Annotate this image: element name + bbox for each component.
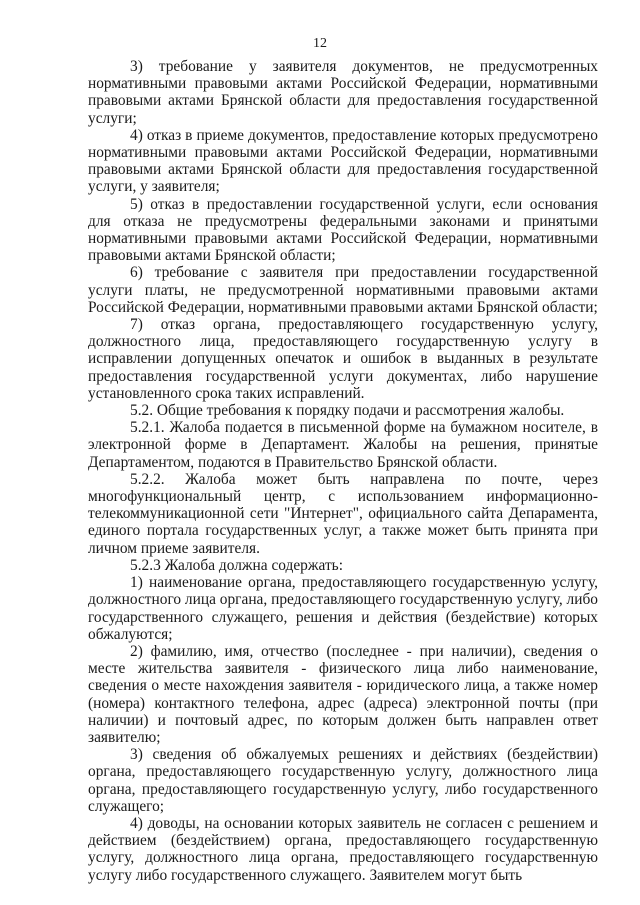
- complaint-content-item-1: 1) наименование органа, предоставляющего государственную услугу, должностного лица органа, предоставляющего государственную услугу, либо государственного служащего, решения и действия (бездействие) которых обжалуются;: [88, 574, 598, 643]
- paragraph-item-4-refusal-acceptance: 4) отказ в приеме документов, предоставление которых предусмотрено нормативными правовыми актами Российской Федерации, нормативными правовыми актами Брянской области для предоставления государственной услуги, у заявителя;: [88, 126, 598, 196]
- paragraph-item-3-requirement-documents: 3) требование у заявителя документов, не предусмотренных нормативными правовыми актами Российской Федерации, нормативными правовыми актами Брянской области для предоставления государственной услуги;: [88, 58, 598, 127]
- paragraph-5-2-3: 5.2.3 Жалоба должна содержать:: [130, 556, 343, 574]
- paragraph-item-5-refusal-service: 5) отказ в предоставлении государственной услуги, если основания для отказа не предусмотрены федеральными законами и принятыми нормативными правовыми актами Российской Федерации, нормативными правовыми актами Брянской области;: [88, 195, 598, 265]
- paragraph-item-6-payment-requirement: 6) требование с заявителя при предоставлении государственной услуги платы, не предусмотренной нормативными правовыми актами Российской Федерации, нормативными правовыми актами Брянской области;: [88, 264, 598, 316]
- complaint-content-item-2: 2) фамилию, имя, отчество (последнее - при наличии), сведения о месте жительства заявителя - физического лица либо наименование, сведения о месте нахождения заявителя - юридического лица, а также номер (номера) контактного телефона, адрес (адреса) электронной почты (при наличии) и почтовый адрес, по которым должен быть направлен ответ заявителю;: [88, 642, 598, 746]
- complaint-content-item-4: 4) доводы, на основании которых заявитель не согласен с решением и действием (бездействием) органа, предоставляющего государственную услугу, должностного лица органа, предоставляющего государственную услугу либо государственного служащего. Заявителем могут быть: [88, 814, 598, 884]
- section-heading-5-2: 5.2. Общие требования к порядку подачи и рассмотрения жалобы.: [130, 402, 565, 420]
- document-body: [88, 58, 598, 884]
- complaint-content-item-3: 3) сведения об обжалуемых решениях и действиях (бездействии) органа, предоставляющего государственную услугу, должностного лица органа, предоставляющего государственную услугу, либо государственного служащего;: [88, 746, 598, 815]
- paragraph-item-7-refusal-corrections: 7) отказ органа, предоставляющего государственную услугу, должностного лица, предоставляющего государственную услугу в исправлении допущенных опечаток и ошибок в выданных в результате предоставления государственной услуги документах, либо нарушение установленного срока таких исправлений.: [88, 316, 598, 402]
- page-number: 12: [313, 36, 327, 51]
- paragraph-5-2-1: 5.2.1. Жалоба подается в письменной форме на бумажном носителе, в электронной форме в Департамент. Жалобы на решения, принятые Департаментом, подаются в Правительство Брянской области.: [88, 419, 598, 471]
- paragraph-5-2-2: 5.2.2. Жалоба может быть направлена по почте, через многофункциональный центр, с использованием информационно-телекоммуникационной сети "Интернет", официального сайта Депарамента, единого портала государственных услуг, а также может быть принята при личном приеме заявителя.: [88, 470, 598, 557]
